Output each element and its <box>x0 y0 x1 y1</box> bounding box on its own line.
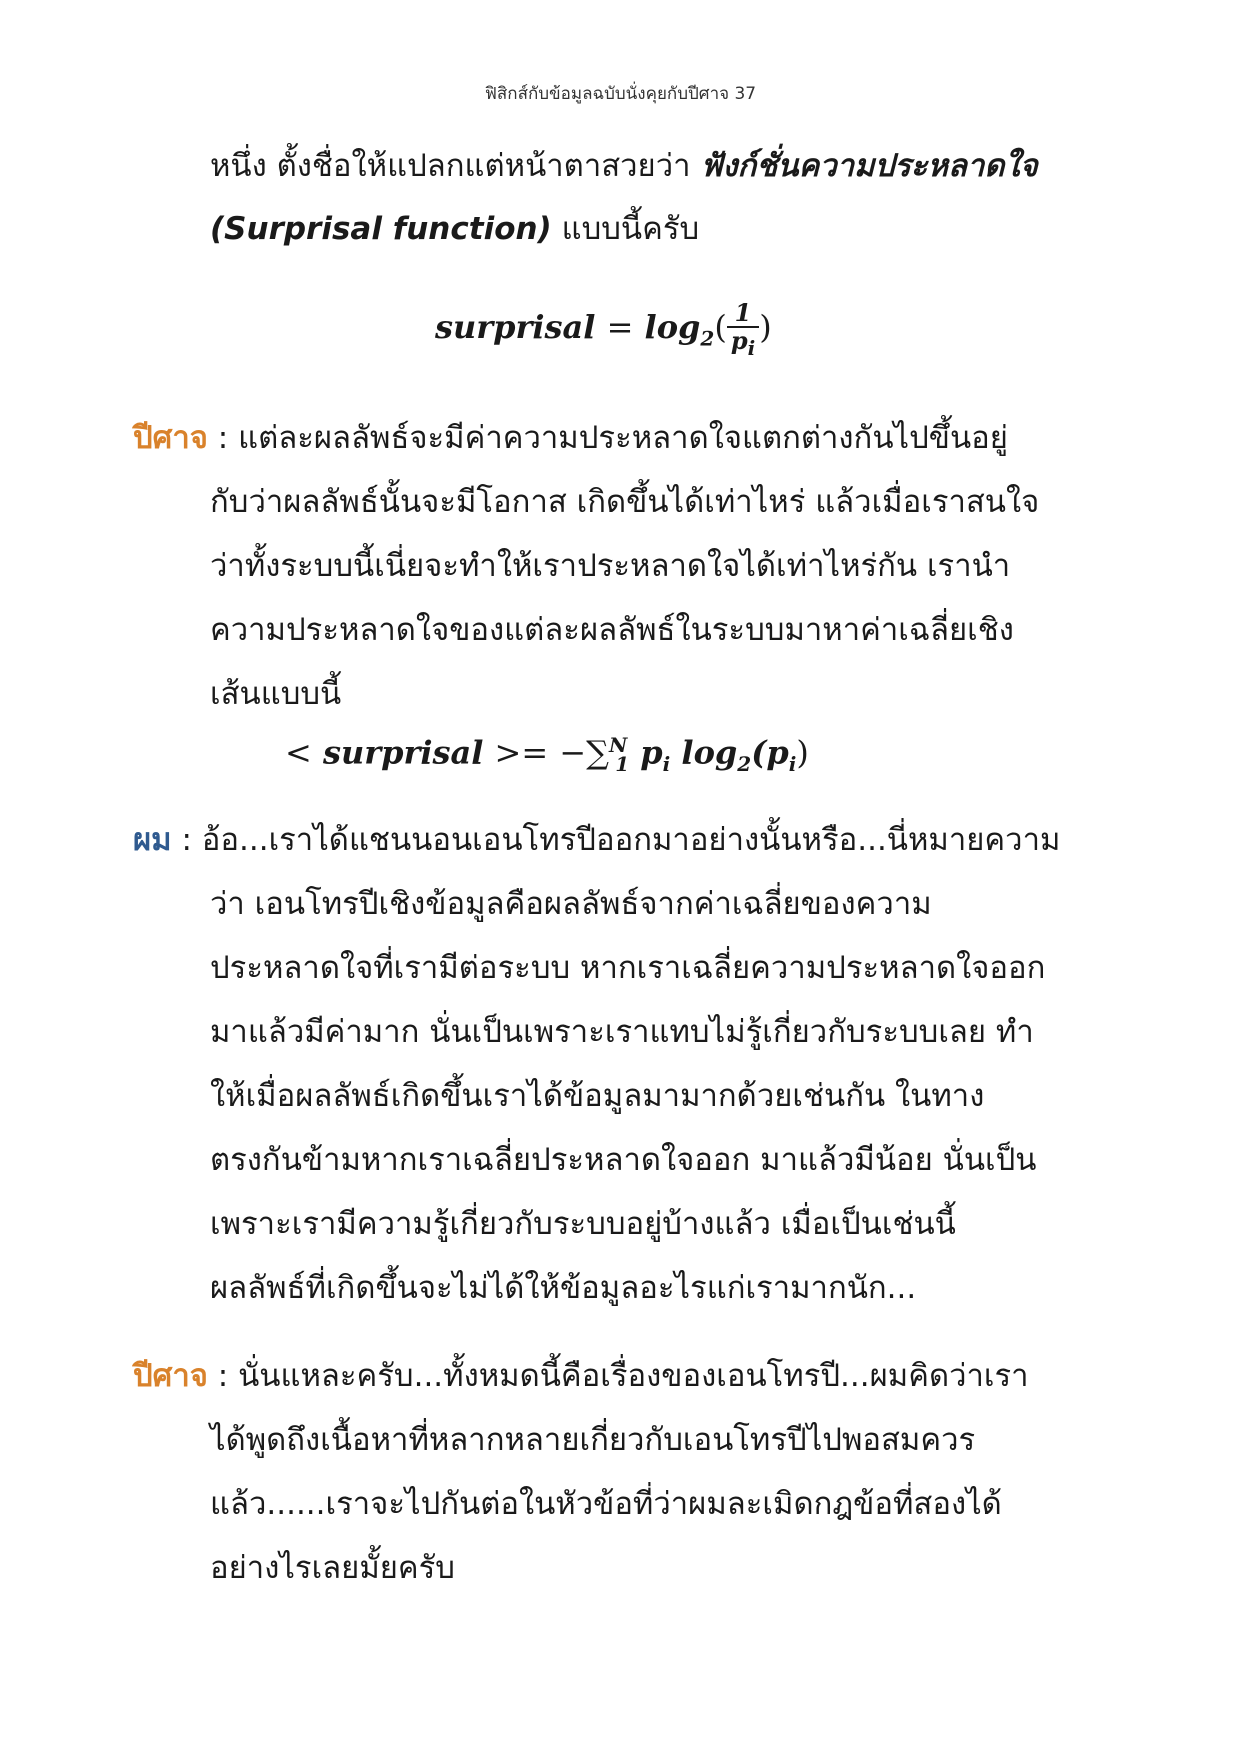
surprisal-function-english: (Surprisal function) <box>210 211 552 247</box>
intro-line-1 <box>210 140 1038 190</box>
intro-text: แบบนี้ครับ <box>551 211 700 247</box>
para-text: อ้อ...เราได้แชนนอนเอนโทรปีออกมาอย่างนั้นหรือ...นี่หมายความ <box>201 822 1061 858</box>
average-surprisal-formula: < surprisal >= −∑$^N_1$ $p_i$ $\log_2(p_i)$ <box>285 733 809 777</box>
para-text: แต่ละผลลัพธ์จะมีค่าความประหลาดใจแตกต่างกันไปขึ้นอยู่ <box>238 420 1008 456</box>
surprisal-function-term: ฟังก์ชั่นความประหลาดใจ <box>700 148 1038 184</box>
formula-fraction <box>727 300 759 359</box>
intro-line-2 <box>210 203 699 253</box>
sigma-icon: ∑ <box>586 733 609 772</box>
formula-variable: surprisal <box>322 733 484 772</box>
fraction-numerator: 1 <box>727 300 759 328</box>
formula-minus: − <box>559 733 587 772</box>
running-header: ฟิสิกส์กับข้อมูลฉบับนั่งคุยกับปีศาจ 37 <box>484 84 757 104</box>
formula-open-bracket: < <box>285 733 312 772</box>
para1-line-4: ความประหลาดใจของแต่ละผลลัพธ์ในระบบมาหาค่าเฉลี่ยเชิง <box>210 612 1014 648</box>
formula-log: log <box>644 308 701 347</box>
sum-lower-limit: 1 <box>615 752 630 777</box>
formula-close-equals: >= <box>494 733 549 772</box>
para2-line-2: ว่า เอนโทรปีเชิงข้อมูลคือผลลัพธ์จากค่าเฉลี่ยของความ <box>210 886 932 922</box>
para2-line-3: ประหลาดใจที่เรามีต่อระบบ หากเราเฉลี่ยความประหลาดใจออก <box>210 950 1046 986</box>
para2-line-1: ผม : อ้อ...เราได้แชนนอนเอนโทรปีออกมาอย่างนั้นหรือ...นี่หมายความ <box>133 822 1061 858</box>
formula-equals: = <box>606 308 634 347</box>
para3-line-1: ปีศาจ : นั่นแหละครับ...ทั้งหมดนี้คือเรื่องของเอนโทรปี...ผมคิดว่าเรา <box>133 1358 1029 1394</box>
para1-line-5: เส้นแบบนี้ <box>210 676 342 712</box>
para1-line-1: ปีศาจ : แต่ละผลลัพธ์จะมีค่าความประหลาดใจแตกต่างกันไปขึ้นอยู่ <box>133 420 1008 456</box>
formula-lhs: surprisal <box>435 308 596 347</box>
para3-line-3: แล้ว......เราจะไปกันต่อในหัวข้อที่ว่าผมละเมิดกฎข้อที่สองได้ <box>210 1486 1002 1522</box>
fraction-denominator: $p_i$ <box>730 326 756 361</box>
para1-line-2: กับว่าผลลัพธ์นั้นจะมีโอกาส เกิดขึ้นได้เท่าไหร่ แล้วเมื่อเราสนใจ <box>210 484 1040 520</box>
para2-line-4: มาแล้วมีค่ามาก นั่นเป็นเพราะเราแทบไม่รู้เกี่ยวกับระบบเลย ทำ <box>210 1014 1034 1050</box>
speaker-demon: ปีศาจ <box>133 420 208 456</box>
intro-text: หนึ่ง ตั้งชื่อให้แปลกแต่หน้าตาสวยว่า <box>210 148 701 184</box>
speaker-demon: ปีศาจ <box>133 1358 208 1394</box>
para2-line-8: ผลลัพธ์ที่เกิดขึ้นจะไม่ได้ให้ข้อมูลอะไรแก่เรามากนัก... <box>210 1270 917 1306</box>
para3-line-4: อย่างไรเลยมั้ยครับ <box>210 1550 455 1586</box>
para2-line-6: ตรงกันข้ามหากเราเฉลี่ยประหลาดใจออก มาแล้วมีน้อย นั่นเป็น <box>210 1142 1037 1178</box>
para-text: นั่นแหละครับ...ทั้งหมดนี้คือเรื่องของเอนโทรปี...ผมคิดว่าเรา <box>238 1358 1029 1394</box>
formula-log-base: 2 <box>700 326 715 351</box>
para1-line-3: ว่าทั้งระบบนี้เนี่ยจะทำให้เราประหลาดใจได้เท่าไหร่กัน เรานำ <box>210 548 1011 584</box>
para3-line-2: ได้พูดถึงเนื้อหาที่หลากหลายเกี่ยวกับเอนโทรปีไปพอสมควร <box>210 1422 976 1458</box>
speaker-me: ผม <box>133 822 172 858</box>
surprisal-formula: surprisal = $\log_2$( $\frac{1}{p_i}$ ) <box>435 298 772 361</box>
sum-upper-limit: N <box>608 733 628 757</box>
para2-line-7: เพราะเรามีความรู้เกี่ยวกับระบบอยู่บ้างแล้ว เมื่อเป็นเช่นนี้ <box>210 1206 956 1242</box>
para2-line-5: ให้เมื่อผลลัพธ์เกิดขึ้นเราได้ข้อมูลมามากด้วยเช่นกัน ในทาง <box>210 1078 985 1114</box>
